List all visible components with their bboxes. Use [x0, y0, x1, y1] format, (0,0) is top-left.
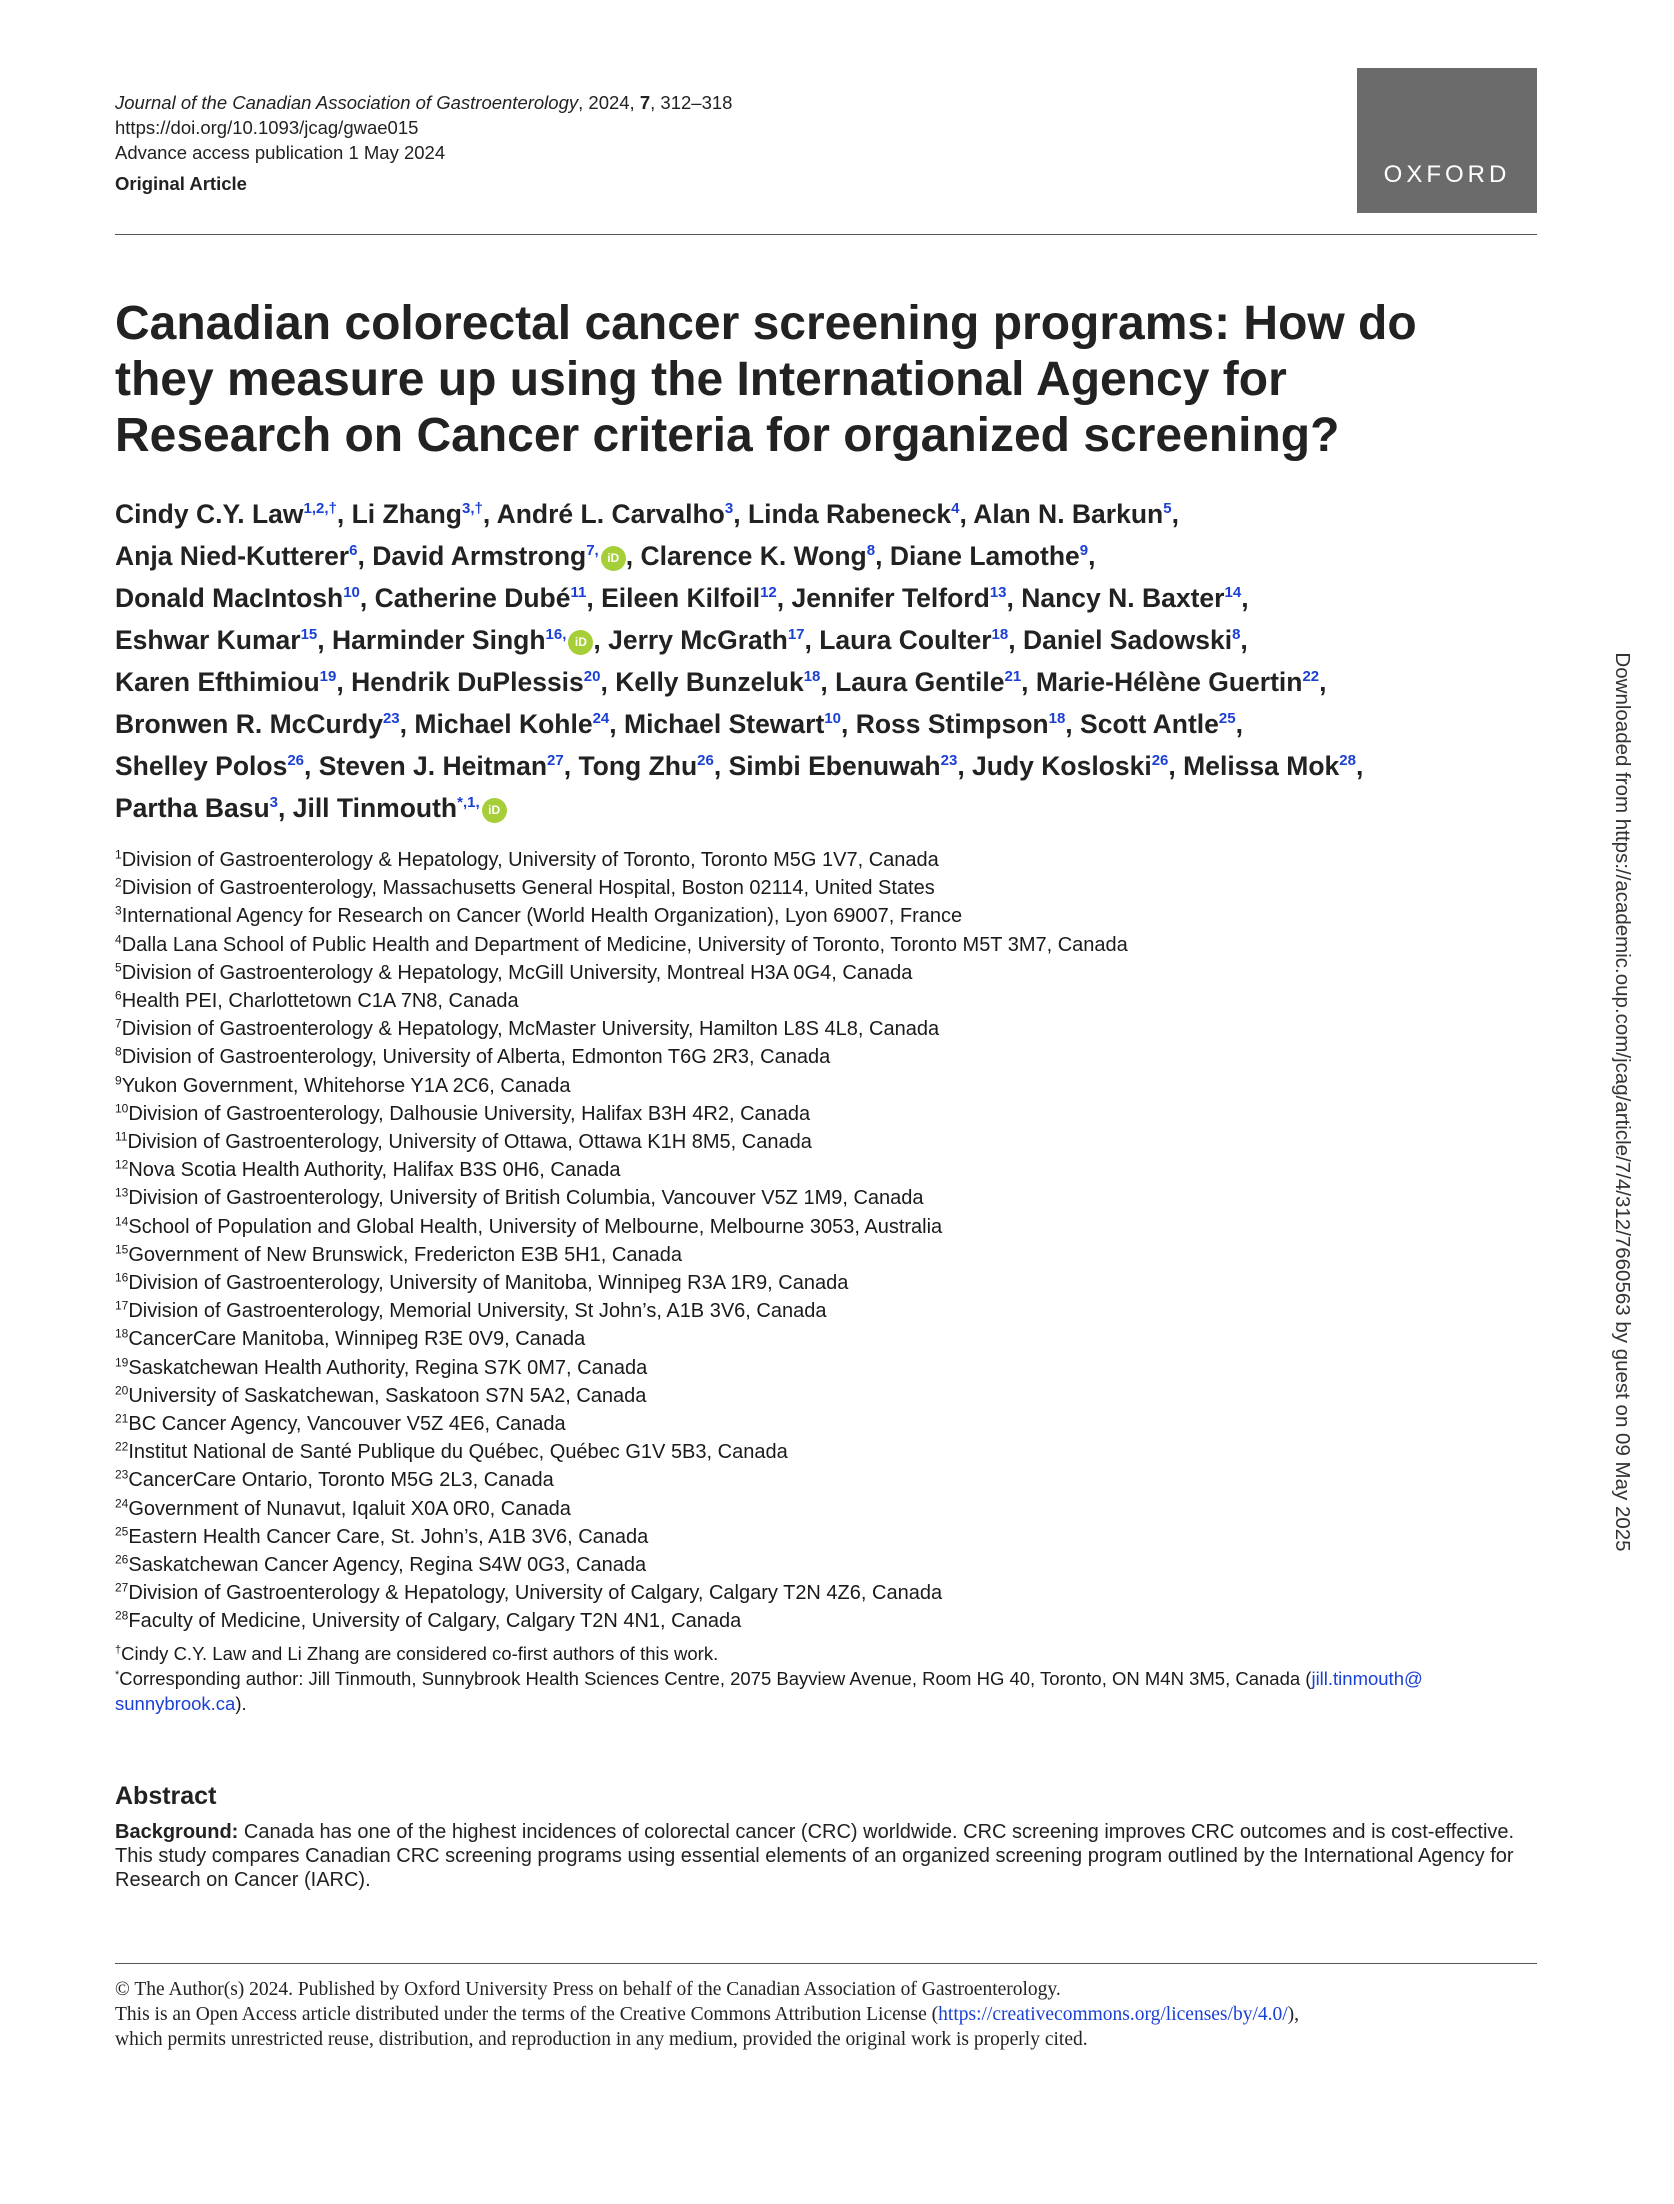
author-affiliation-ref[interactable]: 9: [1079, 542, 1089, 560]
author: Kelly Bunzeluk$^{18}$: [615, 667, 821, 697]
affiliation: $^{10}$Division of Gastroenterology, Dalhousie University, Halifax B3H 4R2, Canada: [115, 1101, 811, 1125]
affiliation: $^{11}$Division of Gastroenterology, University of Ottawa, Ottawa K1H 8M5, Canada: [115, 1129, 812, 1154]
affiliation: $^{26}$Saskatchewan Cancer Agency, Regina S4W 0G3, Canada: [115, 1552, 647, 1577]
affiliation: $^{13}$Division of Gastroenterology, University of British Columbia, Vancouver V5Z 1M9, Canada: [115, 1185, 924, 1210]
author-affiliation-ref[interactable]: 17: [787, 626, 805, 644]
journal-citation: [115, 90, 732, 115]
abstract-heading: Abstract: [115, 1782, 217, 1810]
orcid-icon[interactable]: iD: [568, 630, 593, 655]
author: Eileen Kilfoil$^{12}$: [601, 583, 777, 613]
affiliation: $^8$Division of Gastroenterology, University of Alberta, Edmonton T6G 2R3, Canada: [115, 1044, 831, 1069]
asterisk-symbol: *: [115, 1668, 120, 1681]
affiliation: $^4$Dalla Lana School of Public Health and Department of Medicine, University of Toronto, Toronto M5T 3M7, Canada: [115, 931, 1128, 956]
background-text: Canada has one of the highest incidences of colorectal cancer (CRC) worldwide. CRC screening improves CRC outcomes and is cost-effective. This study compares Canadian CRC screening programs using essential elements of an organized screening program outlined by the International Agency for Research on Cancer (IARC).: [115, 1821, 1515, 1891]
author-affiliation-ref[interactable]: 26: [697, 752, 714, 770]
affiliation: $^2$Division of Gastroenterology, Massachusetts General Hospital, Boston 02114, United States: [115, 875, 935, 900]
author-affiliation-ref[interactable]: 10: [824, 710, 841, 728]
author-affiliation-ref[interactable]: 22: [1302, 668, 1320, 686]
doi-link[interactable]: https://doi.org/10.1093/jcag/gwae015: [115, 117, 419, 138]
orcid-icon[interactable]: iD: [601, 546, 626, 571]
author-affiliation-ref[interactable]: 16,: [545, 626, 567, 644]
journal-name: Journal of the Canadian Association of Gastroenterology: [115, 92, 579, 113]
author-affiliation-ref[interactable]: 10: [343, 584, 360, 602]
affiliation-list: [115, 846, 1555, 1636]
affiliation: $^{15}$Government of New Brunswick, Fredericton E3B 5H1, Canada: [115, 1242, 682, 1266]
article-title: Canadian colorectal cancer screening programs: How do they measure up using the International Agency for Research on Cancer criteria for organized screening?: [115, 297, 1417, 462]
affiliation: $^{19}$Saskatchewan Health Authority, Regina S7K 0M7, Canada: [115, 1355, 648, 1379]
orcid-icon[interactable]: iD: [482, 798, 507, 823]
author: Marie-Hélène Guertin$^{22}$: [1035, 667, 1320, 697]
author: Cindy C.Y. Law$^{1,2,\dagger}$: [115, 499, 337, 529]
author-affiliation-ref[interactable]: 18: [803, 668, 821, 686]
author: Alan N. Barkun$^5$: [973, 499, 1172, 529]
author-affiliation-ref[interactable]: 14: [1224, 584, 1242, 602]
author-affiliation-ref[interactable]: 1,2,†: [303, 500, 337, 518]
author: Nancy N. Baxter$^{14}$: [1021, 583, 1242, 613]
download-watermark: Downloaded from https://academic.oup.com/jcag/article/7/4/312/7660563 by guest on 09 May 2025: [1611, 652, 1634, 1552]
affiliation: $^{14}$School of Population and Global Health, University of Melbourne, Melbourne 3053, Australia: [115, 1213, 943, 1238]
author: Daniel Sadowski$^8$: [1022, 625, 1241, 655]
abstract-background: [115, 1820, 1545, 1892]
author-affiliation-ref[interactable]: 18: [991, 626, 1009, 644]
publisher-logo-text: OXFORD: [1383, 161, 1511, 188]
author-affiliation-ref[interactable]: 28: [1339, 752, 1356, 770]
author-notes: [115, 1641, 1545, 1716]
affiliation: $^{21}$BC Cancer Agency, Vancouver V5Z 4E6, Canada: [115, 1411, 566, 1436]
author-affiliation-ref[interactable]: 4: [951, 500, 960, 518]
author-affiliation-ref[interactable]: 23: [940, 752, 958, 770]
author: Donald MacIntosh$^{10}$: [115, 583, 360, 613]
author: Linda Rabeneck$^4$: [747, 499, 960, 529]
author: Jill Tinmouth$^{*,1,}$ iD: [293, 793, 507, 823]
background-label: Background:: [115, 1821, 239, 1843]
author-affiliation-ref[interactable]: 3,†: [462, 500, 483, 518]
author: Diane Lamothe$^9$: [889, 541, 1089, 571]
affiliation: $^6$Health PEI, Charlottetown C1A 7N8, Canada: [115, 988, 519, 1013]
author-affiliation-ref[interactable]: 3: [724, 500, 734, 518]
affiliation: $^{20}$University of Saskatchewan, Saskatoon S7N 5A2, Canada: [115, 1383, 647, 1407]
author-affiliation-ref[interactable]: *,1,: [457, 794, 480, 812]
article-type: Original Article: [115, 173, 247, 194]
copyright-line: © The Author(s) 2024. Published by Oxford University Press on behalf of the Canadian Association of Gastroenterology.: [115, 1979, 1061, 2000]
author-affiliation-ref[interactable]: 7,: [586, 542, 599, 560]
author-affiliation-ref[interactable]: 25: [1218, 710, 1236, 728]
affiliation: $^{27}$Division of Gastroenterology & Hepatology, University of Calgary, Calgary T2N 4Z6, Canada: [115, 1580, 943, 1605]
affiliation: $^{12}$Nova Scotia Health Authority, Halifax B3S 0H6, Canada: [115, 1157, 621, 1182]
author: Hendrik DuPlessis$^{20}$: [351, 667, 601, 697]
affiliation: $^{16}$Division of Gastroenterology, University of Manitoba, Winnipeg R3A 1R9, Canada: [115, 1270, 849, 1295]
author: Li Zhang$^{3,\dagger}$: [351, 499, 483, 529]
affiliation: $^{22}$Institut National de Santé Publique du Québec, Québec G1V 5B3, Canada: [115, 1439, 788, 1464]
affiliation: $^3$International Agency for Research on Cancer (World Health Organization), Lyon 69007, France: [115, 903, 963, 928]
author-affiliation-ref[interactable]: 26: [287, 752, 305, 770]
email-link[interactable]: jill.tinmouth@ sunnybrook.ca: [115, 1668, 1423, 1714]
author-affiliation-ref[interactable]: 18: [1048, 710, 1066, 728]
author-affiliation-ref[interactable]: 24: [592, 710, 610, 728]
license-footer: [115, 1977, 1555, 2052]
reuse-line: which permits unrestricted reuse, distribution, and reproduction in any medium, provided the original work is properly cited.: [115, 2029, 1088, 2050]
affiliation: $^{24}$Government of Nunavut, Iqaluit X0A 0R0, Canada: [115, 1496, 571, 1520]
author-affiliation-ref[interactable]: 27: [547, 752, 564, 770]
author-affiliation-ref[interactable]: 8: [1232, 626, 1241, 644]
author: Harminder Singh$^{16,}$ iD: [332, 625, 593, 655]
author: Scott Antle$^{25}$: [1080, 709, 1236, 739]
journal-pages: , 312–318: [650, 92, 733, 113]
header-divider: [115, 234, 1537, 235]
affiliation: $^5$Division of Gastroenterology & Hepatology, McGill University, Montreal H3A 0G4, Canada: [115, 960, 913, 984]
affiliation: $^7$Division of Gastroenterology & Hepatology, McMaster University, Hamilton L8S 4L8, Canada: [115, 1016, 940, 1041]
author: Shelley Polos$^{26}$: [115, 751, 305, 781]
author: Simbi Ebenuwah$^{23}$: [728, 751, 958, 781]
author-affiliation-ref[interactable]: 3: [269, 794, 278, 812]
author-list: Cindy C.Y. Law$^{1,2,\dagger}$, Li Zhang$^{3,\dagger}$, André L. Carvalho$^3$, Linda Rabeneck$^4$, Alan N. Barkun$^5$, Anja Nied-Kutterer$^6$, David Armstrong$^{7,}$ iD , Clarence K. Wong$^8$, Diane Lamothe$^9$, Donald MacIntosh$^{10}$, Catherine Dubé$^{11}$, Eileen Kilfoil$^{12}$, Jennifer Telford$^{13}$, Nancy N. Baxter$^{14}$, Eshwar Kumar$^{15}$, Harminder Singh$^{16,}$ iD , Jerry McGrath$^{17}$, Laura Coulter$^{18}$, Daniel Sadowski$^8$, Karen Efthimiou$^{19}$, Hendrik DuPlessis$^{20}$, Kelly Bunzeluk$^{18}$, Laura Gentile$^{21}$, Marie-Hélène Guertin$^{22}$, Bronwen R. McCurdy$^{23}$, Michael Kohle$^{24}$, Michael Stewart$^{10}$, Ross Stimpson$^{18}$, Scott Antle$^{25}$, Shelley Polos$^{26}$, Steven J. Heitman$^{27}$, Tong Zhu$^{26}$, Simbi Ebenuwah$^{23}$, Judy Kosloski$^{26}$, Melissa Mok$^{28}$, Partha Basu$^3$, Jill Tinmouth$^{*,1,}$ iD: [115, 499, 1364, 823]
author-affiliation-ref[interactable]: 26: [1151, 752, 1169, 770]
cofirst-note: †Cindy C.Y. Law and Li Zhang are considered co-first authors of this work.: [115, 1643, 719, 1664]
dagger-symbol: †: [115, 1643, 122, 1656]
author-affiliation-ref[interactable]: 8: [866, 542, 876, 560]
author: Jennifer Telford$^{13}$: [791, 583, 1007, 613]
affiliation: $^9$Yukon Government, Whitehorse Y1A 2C6, Canada: [115, 1072, 571, 1097]
author: Karen Efthimiou$^{19}$: [115, 667, 337, 697]
author: Partha Basu$^3$: [115, 793, 278, 823]
author: Michael Kohle$^{24}$: [414, 709, 610, 739]
author: André L. Carvalho$^3$: [496, 499, 734, 529]
license-link[interactable]: https://creativecommons.org/licenses/by/4.0/: [938, 2004, 1288, 2025]
author: Judy Kosloski$^{26}$: [972, 751, 1169, 781]
author: Anja Nied-Kutterer$^6$: [115, 541, 358, 571]
affiliation: $^1$Division of Gastroenterology & Hepatology, University of Toronto, Toronto M5G 1V7, Canada: [115, 847, 939, 871]
corresponding-note: *Corresponding author: Jill Tinmouth, Sunnybrook Health Sciences Centre, 2075 Bayview Avenue, Room HG 40, Toronto, ON M4N 3M5, Canada (jill.tinmouth@ sunnybrook.ca).: [115, 1668, 1423, 1714]
publication-note: Advance access publication 1 May 2024: [115, 142, 446, 163]
author: Tong Zhu$^{26}$: [578, 751, 714, 781]
affiliation: $^{25}$Eastern Health Cancer Care, St. John’s, A1B 3V6, Canada: [115, 1524, 649, 1548]
author-affiliation-ref[interactable]: 13: [989, 584, 1007, 602]
author: David Armstrong$^{7,}$ iD: [372, 541, 626, 571]
author: Ross Stimpson$^{18}$: [855, 709, 1066, 739]
author: Melissa Mok$^{28}$: [1183, 751, 1356, 781]
author-affiliation-ref[interactable]: 23: [382, 710, 400, 728]
author: Catherine Dubé$^{11}$: [374, 583, 587, 613]
author: Clarence K. Wong$^8$: [640, 541, 876, 571]
journal-year: , 2024,: [578, 92, 640, 113]
affiliation: $^{17}$Division of Gastroenterology, Memorial University, St John’s, A1B 3V6, Canada: [115, 1298, 827, 1323]
journal-meta: [115, 90, 732, 196]
author: Jerry McGrath$^{17}$: [608, 625, 805, 655]
affiliation: $^{28}$Faculty of Medicine, University of Calgary, Calgary T2N 4N1, Canada: [115, 1608, 742, 1633]
author-affiliation-ref[interactable]: 21: [1004, 668, 1022, 686]
affiliation: $^{23}$CancerCare Ontario, Toronto M5G 2L3, Canada: [115, 1467, 554, 1492]
author: Steven J. Heitman$^{27}$: [318, 751, 564, 781]
author-affiliation-ref[interactable]: 19: [319, 668, 337, 686]
author-affiliation-ref[interactable]: 11: [570, 584, 587, 602]
affiliation: $^{18}$CancerCare Manitoba, Winnipeg R3E 0V9, Canada: [115, 1326, 586, 1351]
footer-divider: [115, 1963, 1537, 1964]
author-affiliation-ref[interactable]: 12: [760, 584, 777, 602]
author-affiliation-ref[interactable]: 5: [1163, 500, 1172, 518]
author: Eshwar Kumar$^{15}$: [115, 625, 318, 655]
author-affiliation-ref[interactable]: 15: [300, 626, 318, 644]
author: Laura Gentile$^{21}$: [835, 667, 1022, 697]
author: Laura Coulter$^{18}$: [819, 625, 1009, 655]
publisher-logo: [1357, 68, 1537, 213]
author-affiliation-ref[interactable]: 6: [349, 542, 358, 560]
journal-volume: 7: [639, 92, 651, 113]
author: Bronwen R. McCurdy$^{23}$: [115, 709, 400, 739]
license-line: This is an Open Access article distributed under the terms of the Creative Commons Attribution License (https://creativecommons.org/licenses/by/4.0/),: [115, 2004, 1300, 2025]
author-affiliation-ref[interactable]: 20: [583, 668, 601, 686]
author: Michael Stewart$^{10}$: [624, 709, 841, 739]
